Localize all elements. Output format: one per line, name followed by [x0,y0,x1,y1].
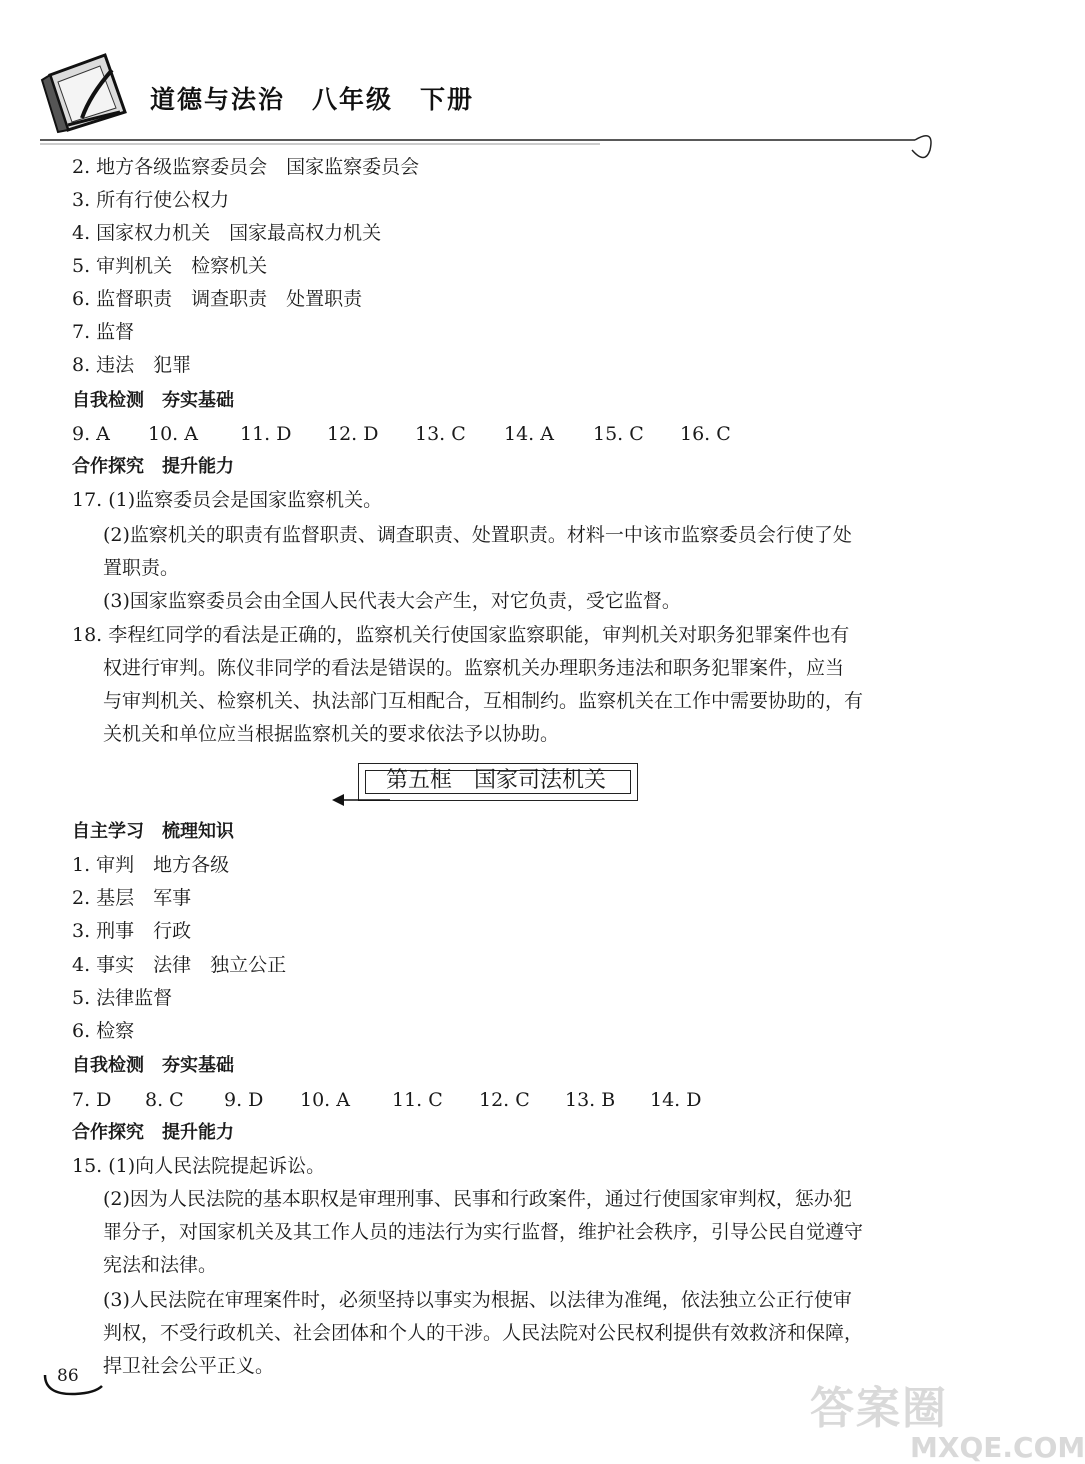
answer-item: 10. A [300,1089,350,1111]
answer-line: 17. (1)监察委员会是国家监察机关。 [72,489,383,511]
answer-item: 13. C [415,423,466,445]
list-item: 7. 监督 [72,321,135,343]
answer-line: (2)因为人民法院的基本职权是审理刑事、民事和行政案件，通过行使国家审判权，惩办犯 [103,1188,852,1210]
list-item: 4. 事实 法律 独立公正 [72,954,287,976]
list-item: 3. 所有行使公权力 [72,189,230,211]
answer-item: 7. D [72,1089,112,1111]
list-item: 2. 基层 军事 [72,887,192,909]
section-heading: 合作探究 提升能力 [72,456,234,477]
answer-item: 8. C [145,1089,184,1111]
answer-line: (3)人民法院在审理案件时，必须坚持以事实为根据、以法律为准绳，依法独立公正行使审 [103,1289,852,1311]
answer-item: 16. C [680,423,731,445]
answer-item: 11. D [240,423,292,445]
section-heading: 自主学习 梳理知识 [72,821,234,842]
answer-line: 捍卫社会公平正义。 [103,1355,275,1377]
arrow-left-icon [330,790,390,810]
answer-item: 12. C [479,1089,530,1111]
answer-item: 11. C [392,1089,443,1111]
answer-line: 18. 李程红同学的看法是正确的，监察机关行使国家监察职能，审判机关对职务犯罪案件也有 [72,624,850,646]
list-item: 8. 违法 犯罪 [72,354,192,376]
answer-line: 与审判机关、检察机关、执法部门互相配合，互相制约。监察机关在工作中需要协助的，有 [103,690,864,712]
watermark-top: 答案圈 [810,1383,948,1434]
list-item: 3. 刑事 行政 [72,920,192,942]
answer-line: (3)国家监察委员会由全国人民代表大会产生，对它负责，受它监督。 [103,590,681,612]
answer-line: 罪分子，对国家机关及其工作人员的违法行为实行监督，维护社会秩序，引导公民自觉遵守 [103,1221,864,1243]
book-icon [0,0,1000,150]
watermark-bottom: MXQE.COM [910,1431,1085,1464]
list-item: 5. 法律监督 [72,987,173,1009]
answer-line: 关机关和单位应当根据监察机关的要求依法予以协助。 [103,723,560,745]
section-heading: 自我检测 夯实基础 [72,1055,234,1076]
answer-line: 宪法和法律。 [103,1254,218,1276]
answer-item: 10. A [148,423,198,445]
answer-line: 权进行审判。陈仪非同学的看法是错误的。监察机关办理职务违法和职务犯罪案件，应当 [103,657,845,679]
watermark [810,1385,1085,1463]
frame-title: 第五框 国家司法机关 [386,768,607,793]
answer-line: 15. (1)向人民法院提起诉讼。 [72,1155,326,1177]
answer-item: 12. D [327,423,379,445]
page-number-swoosh-icon [40,1370,110,1400]
section-heading: 合作探究 提升能力 [72,1122,234,1143]
list-item: 6. 检察 [72,1020,135,1042]
answer-item: 14. D [650,1089,702,1111]
answer-line: 置职责。 [103,557,180,579]
list-item: 5. 审判机关 检察机关 [72,255,268,277]
answer-line: (2)监察机关的职责有监督职责、调查职责、处置职责。材料一中该市监察委员会行使了处 [103,524,852,546]
answer-item: 9. A [72,423,110,445]
answer-item: 14. A [504,423,554,445]
answer-line: 判权，不受行政机关、社会团体和个人的干涉。人民法院对公民权利提供有效救济和保障， [103,1322,864,1344]
page-header [0,0,1000,150]
list-item: 1. 审判 地方各级 [72,854,230,876]
list-item: 4. 国家权力机关 国家最高权力机关 [72,222,382,244]
list-item: 2. 地方各级监察委员会 国家监察委员会 [72,156,420,178]
header-title: 道德与法治 八年级 下册 [150,85,475,114]
answer-item: 9. D [224,1089,264,1111]
answer-item: 15. C [593,423,644,445]
section-heading: 自我检测 夯实基础 [72,390,234,411]
page-number: 86 [57,1366,79,1386]
answer-item: 13. B [565,1089,616,1111]
list-item: 6. 监督职责 调查职责 处置职责 [72,288,363,310]
